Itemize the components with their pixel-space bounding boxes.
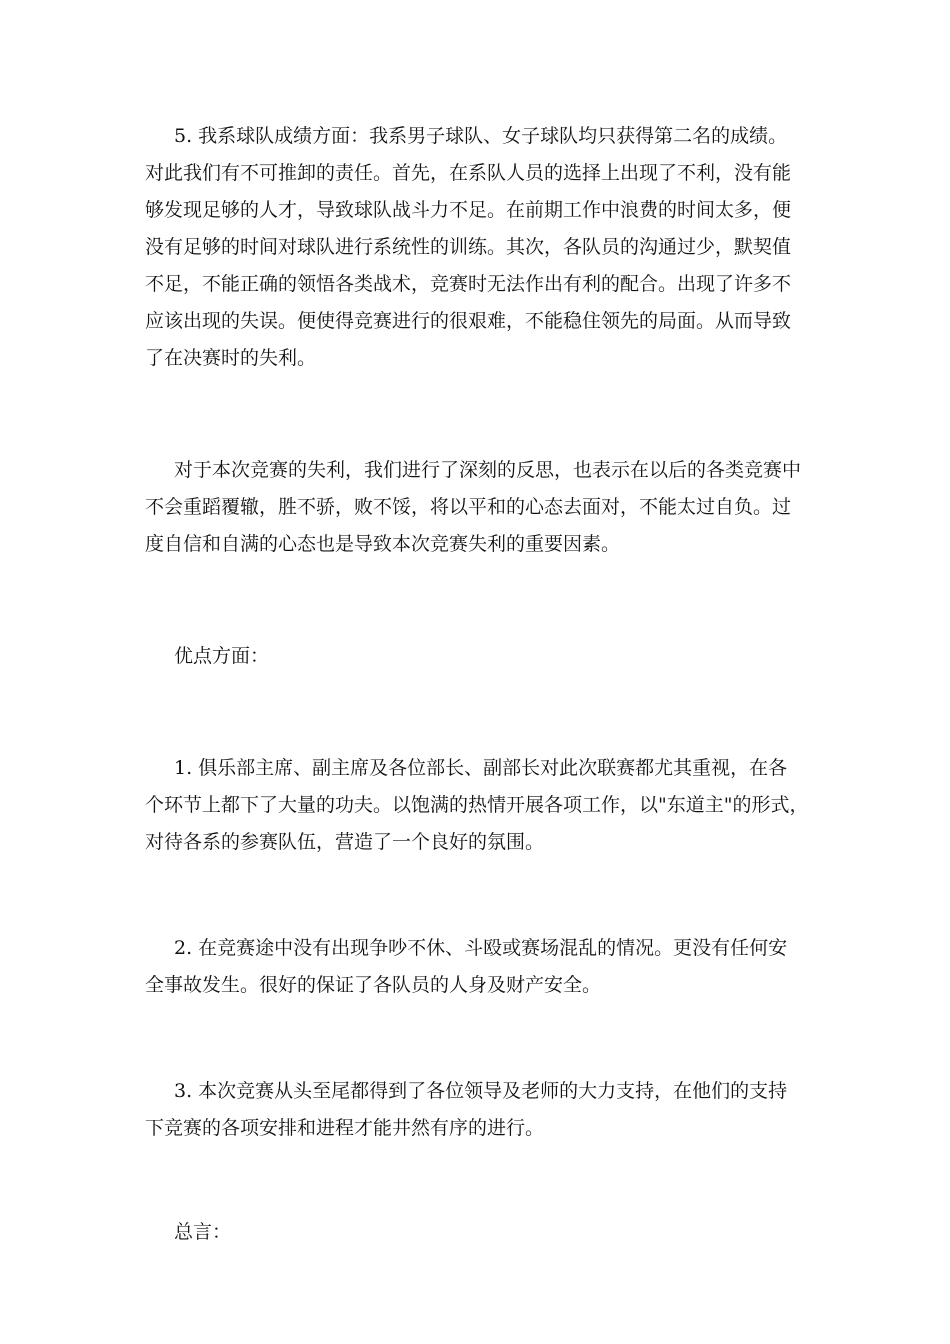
advantages-heading: 优点方面： <box>174 645 270 667</box>
advantage-item-2: 2. 在竞赛途中没有出现争吵不休、斗殴或赛场混乱的情况。更没有任何安 全事故发生。很好的保证了各队员的人身及财产安全。 <box>145 937 788 996</box>
advantage-item-3: 3. 本次竞赛从头至尾都得到了各位领导及老师的大力支持，在他们的支持 下竞赛的各项安排和进程才能井然有序的进行。 <box>145 1080 788 1139</box>
team-results-paragraph: 5. 我系球队成绩方面：我系男子球队、女子球队均只获得第二名的成绩。 对此我们有不可推卸的责任。首先，在系队人员的选择上出现了不利，没有能 够发现足够的人才，导致球队战斗力不足。在前期工作中浪费的时间太多，便 没有足够的时间对球队进行系统性的训练。其次，各队员的沟通过少，默契值 不足，不能正确的领悟各类战术，竞赛时无法作出有利的配合。出现了许多不 应该出现的失误。便使得竞赛进行的很艰难，不能稳住领先的局面。从而导致 了在决赛时的失利。 <box>145 125 792 369</box>
document-page <box>145 118 810 1251</box>
summary-heading: 总言： <box>174 1221 232 1243</box>
advantage-item-1: 1. 俱乐部主席、副主席及各位部长、副部长对此次联赛都尤其重视，在各 个环节上都下了大量的功夫。以饱满的热情开展各项工作，以"东道主"的形式， 对待各系的参赛队伍，营造了一个良好的氛围。 <box>145 757 809 853</box>
reflection-paragraph: 对于本次竞赛的失利，我们进行了深刻的反思，也表示在以后的各类竞赛中 不会重蹈覆辙，胜不骄，败不馁，将以平和的心态去面对，不能太过自负。过 度自信和自满的心态也是导致本次竞赛失利的重要因素。 <box>145 459 802 555</box>
